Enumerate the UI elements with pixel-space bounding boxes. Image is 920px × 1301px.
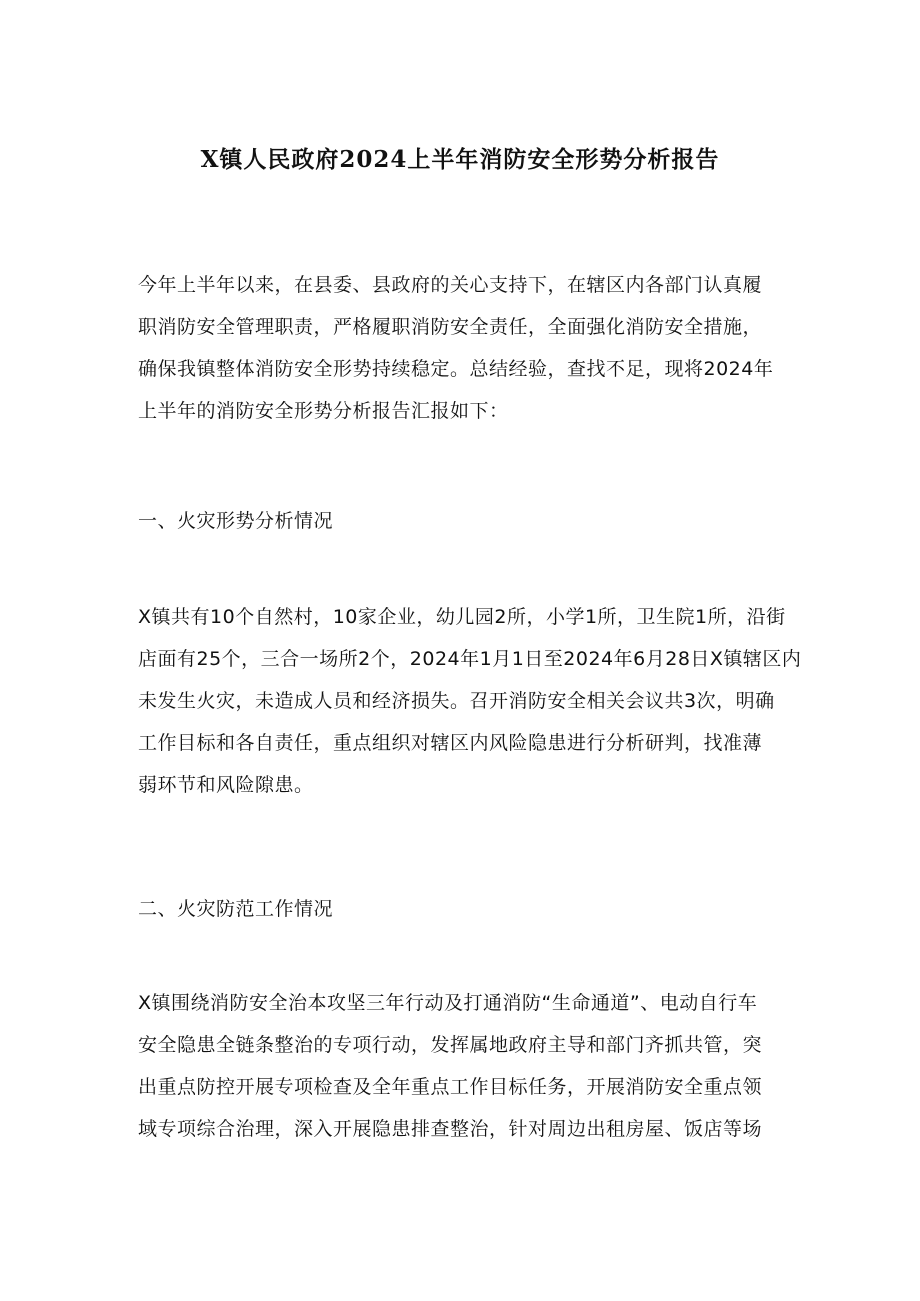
section1-line: 工作目标和各自责任，重点组织对辖区内风险隐患进行分析研判，找准薄 — [138, 732, 763, 754]
section1-heading: 一、火灾形势分析情况 — [138, 510, 334, 532]
section2-heading: 二、火灾防范工作情况 — [138, 898, 334, 920]
section2-line: 安全隐患全链条整治的专项行动，发挥属地政府主导和部门齐抓共管，突 — [138, 1034, 763, 1056]
intro-paragraph — [138, 264, 798, 432]
section1-line: 弱环节和风险隙患。 — [138, 774, 314, 796]
section1-line: 未发生火灾，未造成人员和经济损失。召开消防安全相关会议共3次，明确 — [138, 690, 775, 712]
intro-line: 职消防安全管理职责，严格履职消防安全责任，全面强化消防安全措施， — [138, 316, 763, 338]
section2-line: 出重点防控开展专项检查及全年重点工作目标任务，开展消防安全重点领 — [138, 1076, 763, 1098]
section1-line: X镇共有10个自然村，10家企业，幼儿园2所，小学1所，卫生院1所，沿街 — [138, 606, 786, 628]
intro-line: 今年上半年以来，在县委、县政府的关心支持下，在辖区内各部门认真履 — [138, 274, 763, 296]
section1-paragraph — [138, 596, 802, 806]
intro-line: 确保我镇整体消防安全形势持续稳定。总结经验，查找不足，现将2024年 — [138, 358, 774, 380]
section2-line: 域专项综合治理，深入开展隐患排查整治，针对周边出租房屋、饭店等场 — [138, 1118, 763, 1140]
section2-paragraph — [138, 982, 798, 1150]
document-title: X镇人民政府2024上半年消防安全形势分析报告 — [200, 146, 720, 173]
section2-line: X镇围绕消防安全治本攻坚三年行动及打通消防“生命通道”、电动自行车 — [138, 992, 758, 1014]
section1-line: 店面有25个，三合一场所2个，2024年1月1日至2024年6月28日X镇辖区内 — [138, 648, 802, 670]
intro-line: 上半年的消防安全形势分析报告汇报如下： — [138, 400, 509, 422]
